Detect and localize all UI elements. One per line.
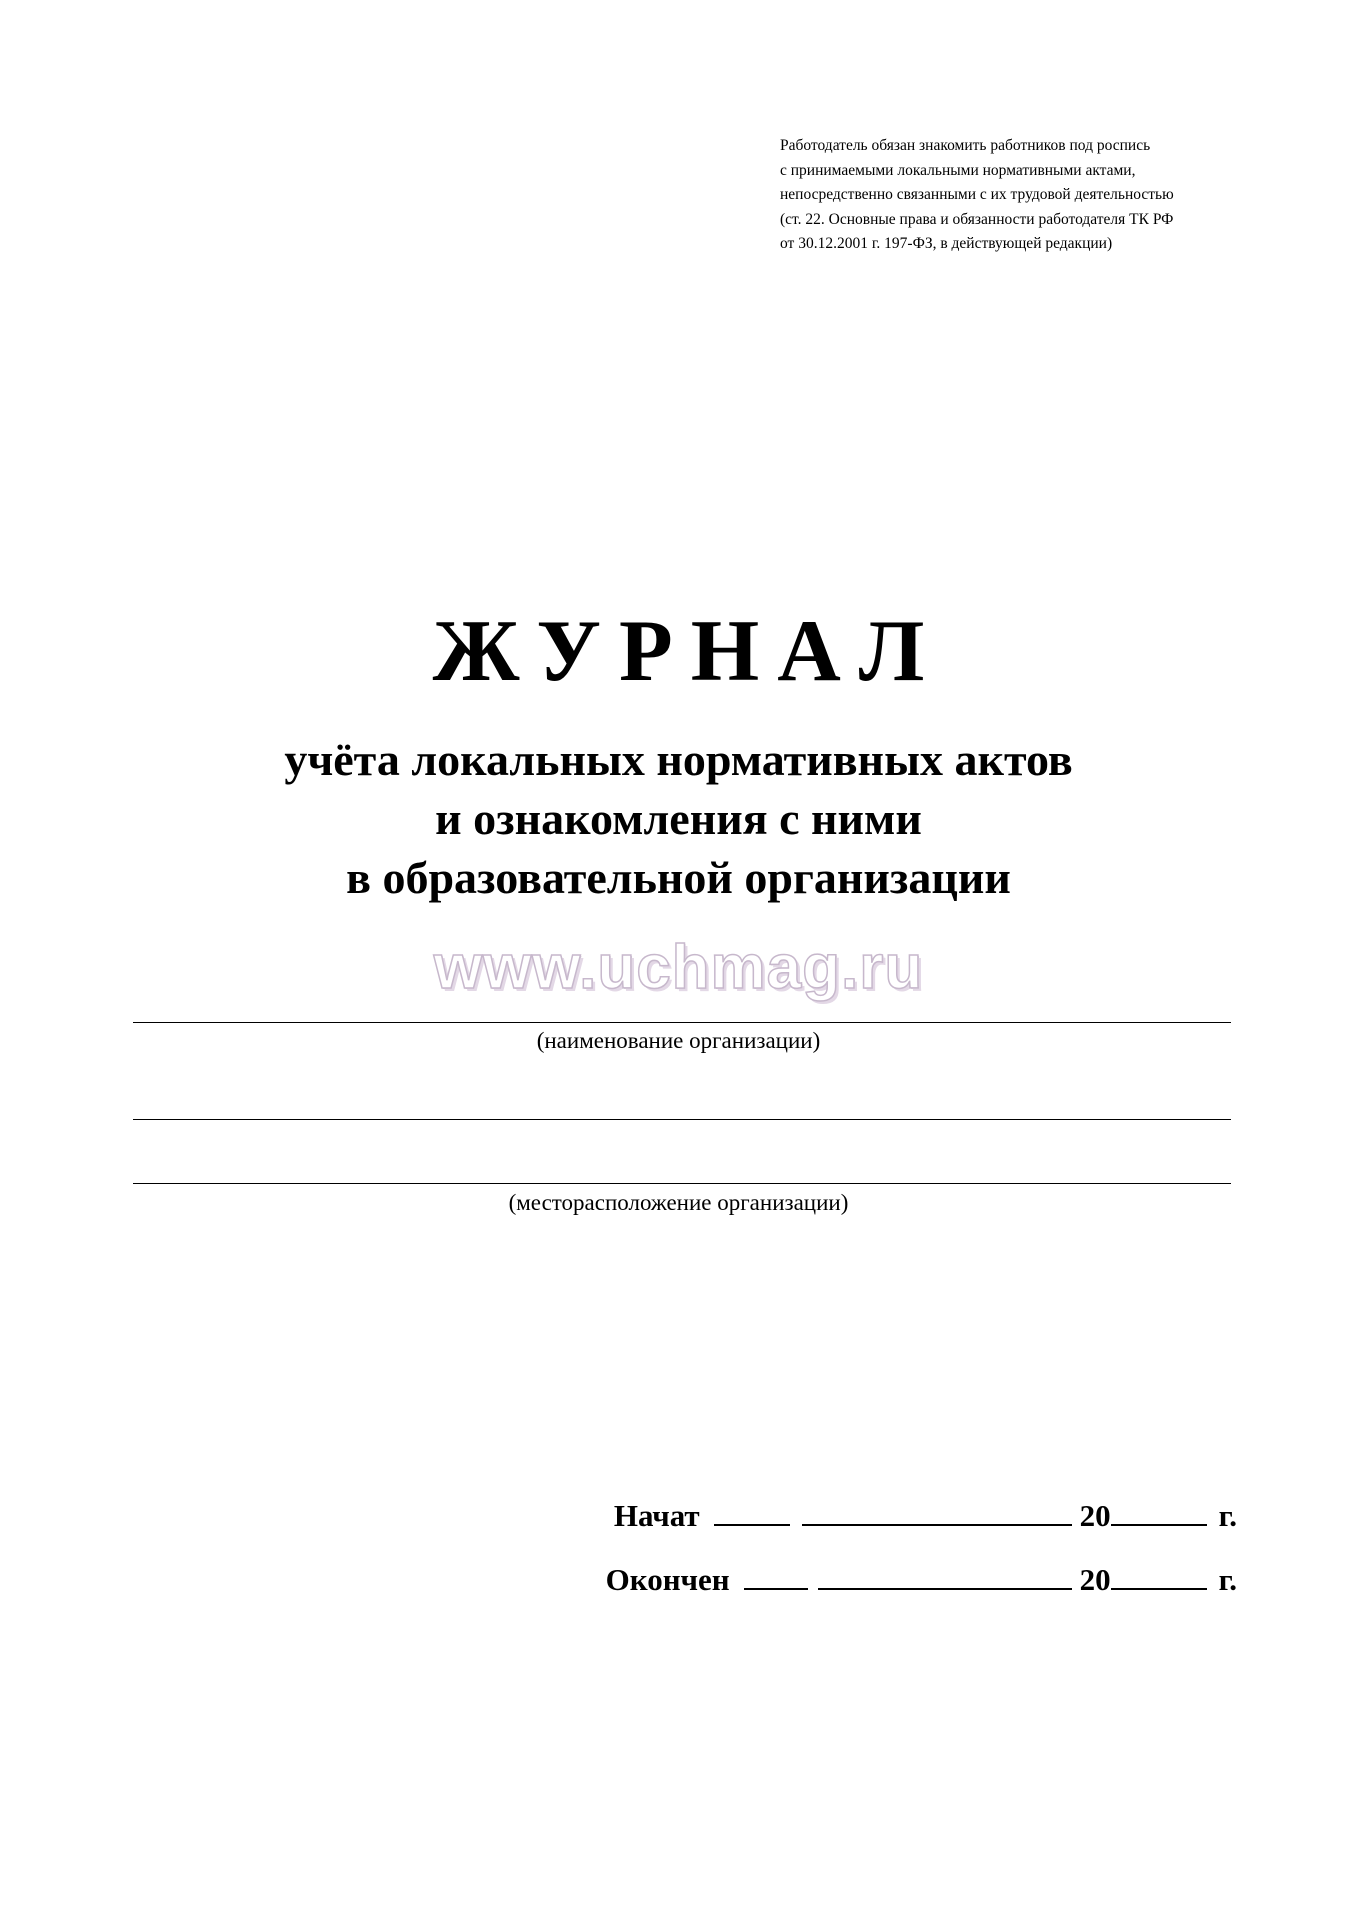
legal-notice-line: непосредственно связанными с их трудовой деятельностью	[780, 186, 1174, 203]
org-name-caption: (наименование организации)	[536, 1028, 821, 1053]
finished-day-blank	[744, 1560, 808, 1590]
subtitle-line: учёта локальных нормативных актов	[284, 734, 1073, 785]
finished-year-blank	[1111, 1560, 1207, 1590]
finished-year-prefix: 20	[1079, 1562, 1111, 1597]
blank-line	[133, 1119, 1231, 1120]
legal-notice-line: с принимаемыми локальными нормативными актами,	[780, 161, 1136, 179]
finished-month-blank	[818, 1560, 1072, 1590]
started-month-blank	[802, 1496, 1072, 1526]
watermark: www.uchmag.ru	[433, 933, 924, 1002]
document-subtitle	[0, 730, 1357, 907]
org-name-line	[133, 1022, 1231, 1023]
finished-date-row	[606, 1560, 1237, 1600]
started-day-blank	[714, 1496, 790, 1526]
started-label: Начат	[613, 1498, 700, 1533]
started-year-suffix: г.	[1218, 1498, 1237, 1533]
legal-notice-line: от 30.12.2001 г. 197-ФЗ, в действующей редакции)	[780, 235, 1113, 252]
started-year-prefix: 20	[1079, 1498, 1111, 1533]
started-date-row	[614, 1496, 1237, 1536]
legal-notice-line: Работодатель обязан знакомить работников под роспись	[780, 137, 1151, 154]
legal-notice	[780, 134, 1236, 257]
document-title: ЖУРНАЛ	[432, 603, 943, 700]
started-year-blank	[1111, 1496, 1207, 1526]
subtitle-line: и ознакомления с ними	[435, 793, 922, 844]
finished-year-suffix: г.	[1218, 1562, 1237, 1597]
finished-label: Окончен	[605, 1562, 730, 1597]
legal-notice-line: (ст. 22. Основные права и обязанности работодателя ТК РФ	[780, 210, 1174, 228]
subtitle-line: в образовательной организации	[346, 852, 1011, 903]
org-location-line	[133, 1183, 1231, 1184]
org-location-caption: (месторасположение организации)	[508, 1190, 849, 1215]
